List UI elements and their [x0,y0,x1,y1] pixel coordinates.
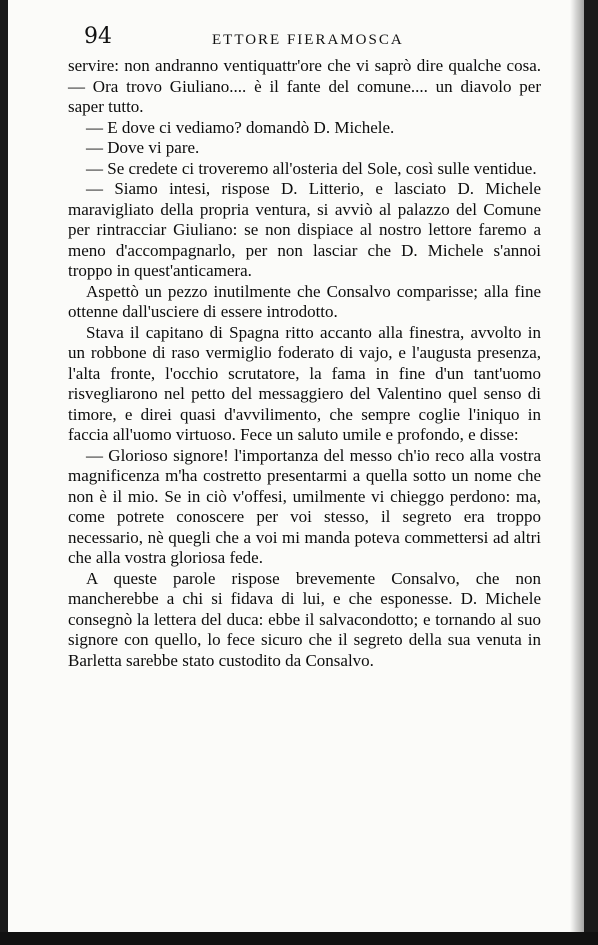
book-page [8,0,584,932]
body-text [68,56,541,671]
paragraph: — Glorioso signore! l'importanza del messo ch'io reco alla vostra magnificenza m'ha costretto presentarmi a quella sotto un nome che non è il mio. Se in ciò v'offesi, umilmente vi chieggo perdono: ma, come potrete conoscere per voi stesso, il segreto era troppo necessario, nè quegli che a voi mi manda poteva commettersi ad altri che alla vostra gloriosa fede. [68,445,541,567]
paragraph: — E dove ci vediamo? domandò D. Michele. [86,117,395,137]
running-title: ETTORE FIERAMOSCA [212,32,404,48]
paragraph: — Dove vi pare. [86,138,200,157]
paragraph: — Se credete ci troveremo all'osteria del Sole, così sulle ventidue. [86,158,537,178]
paragraph: Aspettò un pezzo inutilmente che Consalvo comparisse; alla fine ottenne dall'usciere di essere introdotto. [68,281,541,321]
paragraph: Stava il capitano di Spagna ritto accanto alla finestra, avvolto in un robbone di raso vermiglio foderato di vajo, e l'augusta presenza, l'alta fronte, l'occhio scrutatore, la fama in fine d'un tant'uomo risvegliarono nel petto del messaggiero del Valentino quel senso di timore, e direi quasi d'avvilimento, che sempre coglie l'iniquo in faccia all'uomo virtuoso. Fece un saluto umile e profondo, e disse: [68,322,541,444]
paragraph: — Siamo intesi, rispose D. Litterio, e lasciato D. Michele maravigliato della propria ventura, si avviò al palazzo del Comune per rintracciar Giuliano: se non dispiace al nostro lettore faremo a meno d'accompagnarlo, per non lasciar che D. Michele s'annoi troppo in quest'anticamera. [68,179,541,280]
paragraph: servire: non andranno ventiquattr'ore che vi saprò dire qualche cosa. — Ora trovo Giuliano.... è il fante del comune.... un diavolo per saper tutto. [68,56,541,116]
scan-border [0,932,598,945]
page-number: 94 [84,24,112,49]
paragraph: A queste parole rispose brevemente Consalvo, che non mancherebbe a chi si fidava di lui, e che esponesse. D. Michele consegnò la lettera del duca: ebbe il salvacondotto; e tornando al suo signore con quello, lo fece sicuro che il segreto della sua venuta in Barletta sarebbe stato custodito da Consalvo. [68,568,541,670]
